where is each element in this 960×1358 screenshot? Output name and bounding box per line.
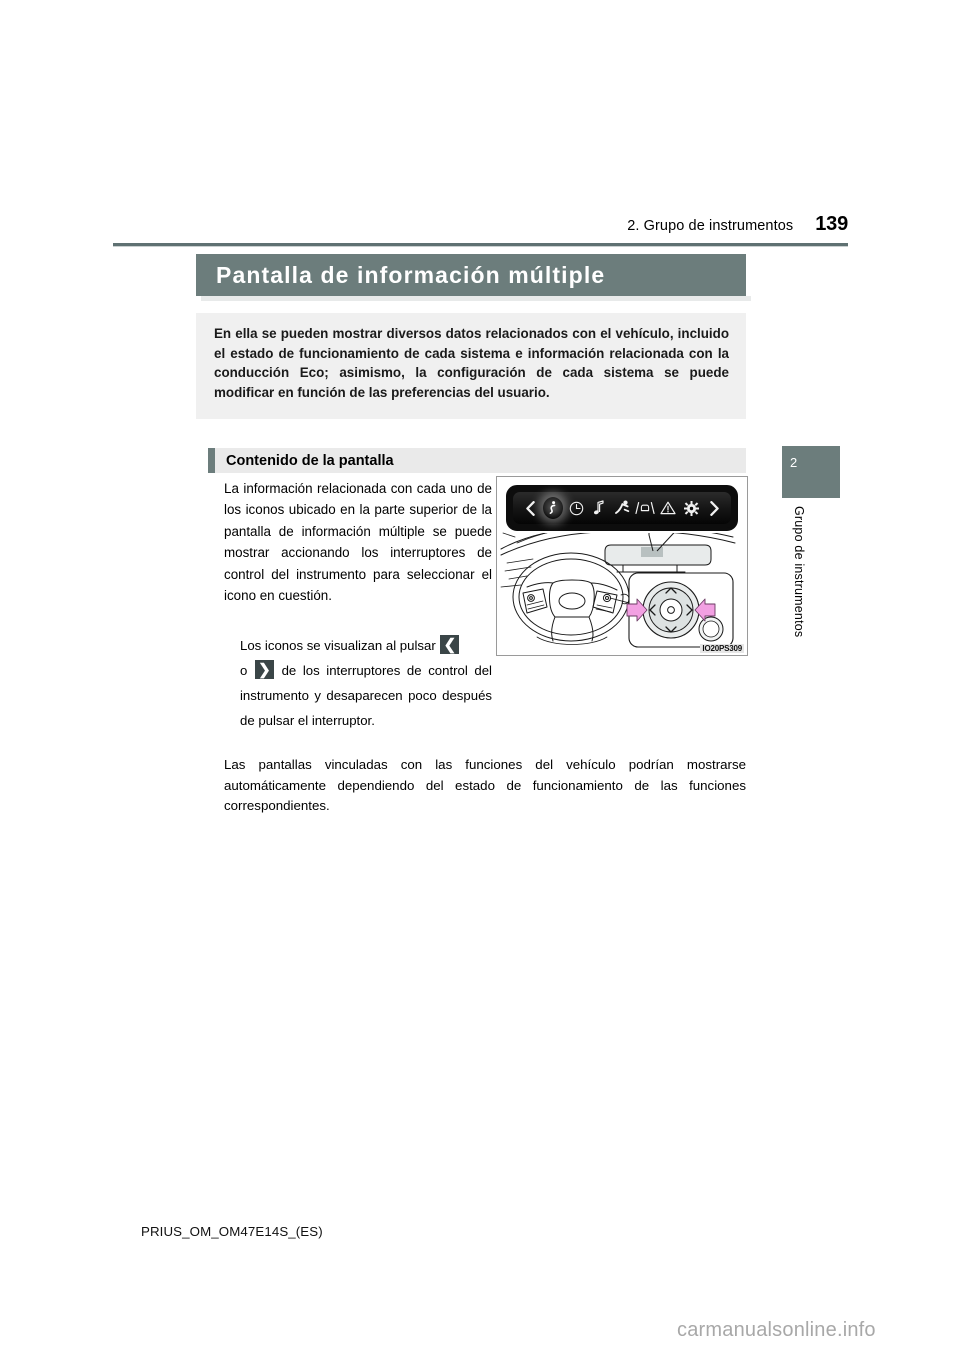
section-heading-accent-bar bbox=[208, 448, 215, 473]
display-icon-row bbox=[513, 492, 731, 524]
intro-callout-box bbox=[196, 313, 746, 419]
section-title-bar bbox=[196, 254, 746, 296]
paragraph-2-block bbox=[240, 633, 492, 733]
clock-icon[interactable] bbox=[566, 497, 586, 519]
illustration-caption: IO20PS309 bbox=[702, 644, 742, 653]
illustration-figure bbox=[496, 476, 748, 656]
paragraph-1: La información relacionada con cada uno de los iconos ubicado en la parte superior de la pantalla de información múltiple se puede mostrar accionando los interruptores de control del instrumento para seleccionar el icono en cuestión. bbox=[224, 481, 492, 604]
document-code: PRIUS_OM_OM47E14S_(ES) bbox=[141, 1224, 323, 1239]
intro-text: En ella se pueden mostrar diversos datos relacionados con el vehículo, incluido el estado de funcionamiento de cada sistema e información relacionada con la conducción Eco; asimismo, la configuración de cada sistema se puede modificar en función de las preferencias del usuario. bbox=[214, 326, 729, 400]
warning-triangle-icon[interactable] bbox=[658, 497, 678, 519]
chevron-right-icon[interactable] bbox=[704, 497, 724, 519]
lane-departure-icon[interactable] bbox=[635, 497, 655, 519]
info-icon[interactable] bbox=[543, 497, 563, 519]
key-left-chevron-icon: ❮ bbox=[440, 635, 459, 654]
section-heading-label: Contenido de la pantalla bbox=[226, 452, 394, 469]
header-title-row bbox=[627, 213, 848, 236]
switch-inset bbox=[627, 573, 733, 647]
paragraph-2-text-a: Los iconos se visualizan al pulsar bbox=[240, 638, 436, 653]
multi-information-display-strip bbox=[506, 485, 738, 531]
gear-settings-icon[interactable] bbox=[681, 497, 701, 519]
watermark: carmanualsonline.info bbox=[677, 1319, 876, 1341]
header-chapter-title: 2. Grupo de instrumentos bbox=[627, 218, 794, 234]
key-right-chevron-icon: ❯ bbox=[255, 660, 274, 679]
paragraph-3: Las pantallas vinculadas con las funciones del vehículo podrían mostrarse automáticamente dependiendo del estado de funcionamiento de las funciones correspondientes. bbox=[224, 757, 746, 813]
page-number: 139 bbox=[815, 213, 848, 235]
chapter-tab bbox=[782, 446, 840, 498]
music-note-icon[interactable] bbox=[589, 497, 609, 519]
header-divider-rule bbox=[113, 243, 848, 246]
paragraph-3-block bbox=[224, 755, 746, 817]
paragraph-2-text-b: o bbox=[240, 663, 248, 678]
paragraph-2-text-c: de los interruptores de control del instrumento y desaparecen poco después de pulsar el interruptor. bbox=[240, 663, 492, 728]
page-title: Pantalla de información múltiple bbox=[216, 261, 606, 288]
chapter-tab-label: Grupo de instrumentos bbox=[792, 506, 806, 638]
paragraph-2 bbox=[240, 633, 492, 733]
chevron-left-icon[interactable] bbox=[520, 497, 540, 519]
navigation-icon[interactable] bbox=[612, 497, 632, 519]
body-column-left bbox=[224, 478, 492, 606]
chapter-tab-number: 2 bbox=[790, 455, 798, 470]
section-heading bbox=[208, 448, 746, 473]
title-bar-shadow bbox=[201, 296, 751, 301]
page-header bbox=[113, 213, 848, 247]
